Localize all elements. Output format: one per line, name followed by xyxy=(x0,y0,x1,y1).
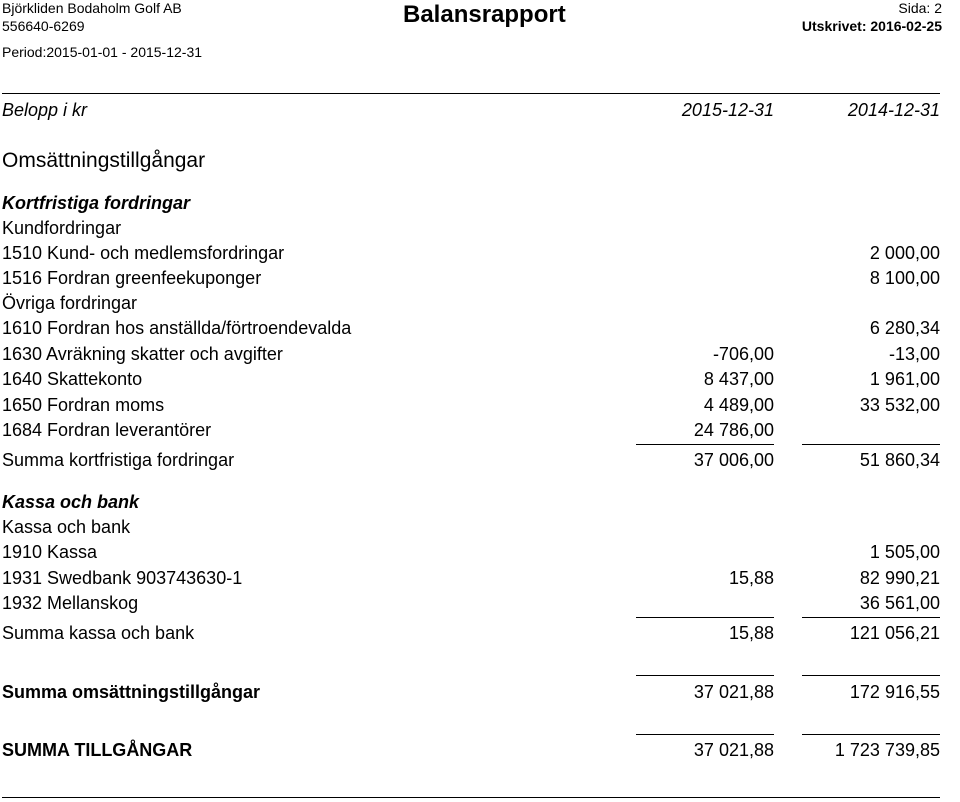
total-current-assets-label: Summa omsättningstillgångar xyxy=(2,682,261,702)
account-label: 1932 Mellanskog xyxy=(2,593,139,613)
amount-2014: 6 280,34 xyxy=(869,318,940,338)
total-assets-2014: 1 723 739,85 xyxy=(834,740,940,760)
subtotal-2015: 37 006,00 xyxy=(693,450,774,470)
top-divider xyxy=(2,93,940,94)
bottom-divider xyxy=(2,797,940,798)
amount-2014: -13,00 xyxy=(888,344,940,364)
total-rule-2015 xyxy=(636,675,774,676)
subtotal-rule-2014 xyxy=(802,617,940,618)
amount-unit-label: Belopp i kr xyxy=(2,100,88,120)
subtotal-2014: 51 860,34 xyxy=(859,450,940,470)
page-number: Sida: 2 xyxy=(898,0,942,16)
amount-2014: 82 990,21 xyxy=(859,568,940,588)
amount-2015: -706,00 xyxy=(712,344,774,364)
total-assets-label: SUMMA TILLGÅNGAR xyxy=(2,740,193,760)
grand-total-rule-2014 xyxy=(802,734,940,735)
account-label: 1640 Skattekonto xyxy=(2,369,143,389)
column-header-2015: 2015-12-31 xyxy=(681,100,774,120)
account-label: 1516 Fordran greenfeekuponger xyxy=(2,268,262,288)
section-title: Omsättningstillgångar xyxy=(2,149,206,172)
company-name: Björkliden Bodaholm Golf AB xyxy=(2,0,182,16)
amount-2014: 8 100,00 xyxy=(869,268,940,288)
printed-date: Utskrivet: 2016-02-25 xyxy=(801,18,942,34)
account-label: 1684 Fordran leverantörer xyxy=(2,420,212,440)
amount-2014: 36 561,00 xyxy=(859,593,940,613)
column-header-2014: 2014-12-31 xyxy=(847,100,940,120)
total-rule-2014 xyxy=(802,675,940,676)
group-label: Övriga fordringar xyxy=(2,293,138,313)
total-assets-2015: 37 021,88 xyxy=(693,740,774,760)
amount-2015: 8 437,00 xyxy=(703,369,774,389)
subtotal-2015: 15,88 xyxy=(728,623,774,643)
amount-2015: 15,88 xyxy=(728,568,774,588)
report-title: Balansrapport xyxy=(403,1,566,28)
amount-2014: 1 961,00 xyxy=(869,369,940,389)
subtotal-label: Summa kortfristiga fordringar xyxy=(2,450,235,470)
account-label: 1610 Fordran hos anställda/förtroendevalda xyxy=(2,318,352,338)
subtotal-rule-2015 xyxy=(636,444,774,445)
group-label: Kassa och bank xyxy=(2,517,131,537)
amount-2015: 24 786,00 xyxy=(693,420,774,440)
amount-2014: 33 532,00 xyxy=(859,395,940,415)
section-heading-cash: Kassa och bank xyxy=(2,492,140,512)
subtotal-2014: 121 056,21 xyxy=(849,623,940,643)
total-current-assets-2015: 37 021,88 xyxy=(693,682,774,702)
account-label: 1910 Kassa xyxy=(2,542,98,562)
account-label: 1931 Swedbank 903743630-1 xyxy=(2,568,243,588)
org-number: 556640-6269 xyxy=(2,18,85,34)
amount-2014: 1 505,00 xyxy=(869,542,940,562)
grand-total-rule-2015 xyxy=(636,734,774,735)
account-label: 1630 Avräkning skatter och avgifter xyxy=(2,344,283,364)
subtotal-rule-2015 xyxy=(636,617,774,618)
subtotal-rule-2014 xyxy=(802,444,940,445)
account-label: 1510 Kund- och medlemsfordringar xyxy=(2,243,285,263)
amount-2014: 2 000,00 xyxy=(869,243,940,263)
subtotal-label: Summa kassa och bank xyxy=(2,623,195,643)
account-label: 1650 Fordran moms xyxy=(2,395,165,415)
group-label: Kundfordringar xyxy=(2,218,122,238)
section-heading-receivables: Kortfristiga fordringar xyxy=(2,193,191,213)
amount-2015: 4 489,00 xyxy=(703,395,774,415)
total-current-assets-2014: 172 916,55 xyxy=(849,682,940,702)
report-period: Period:2015-01-01 - 2015-12-31 xyxy=(2,44,203,60)
